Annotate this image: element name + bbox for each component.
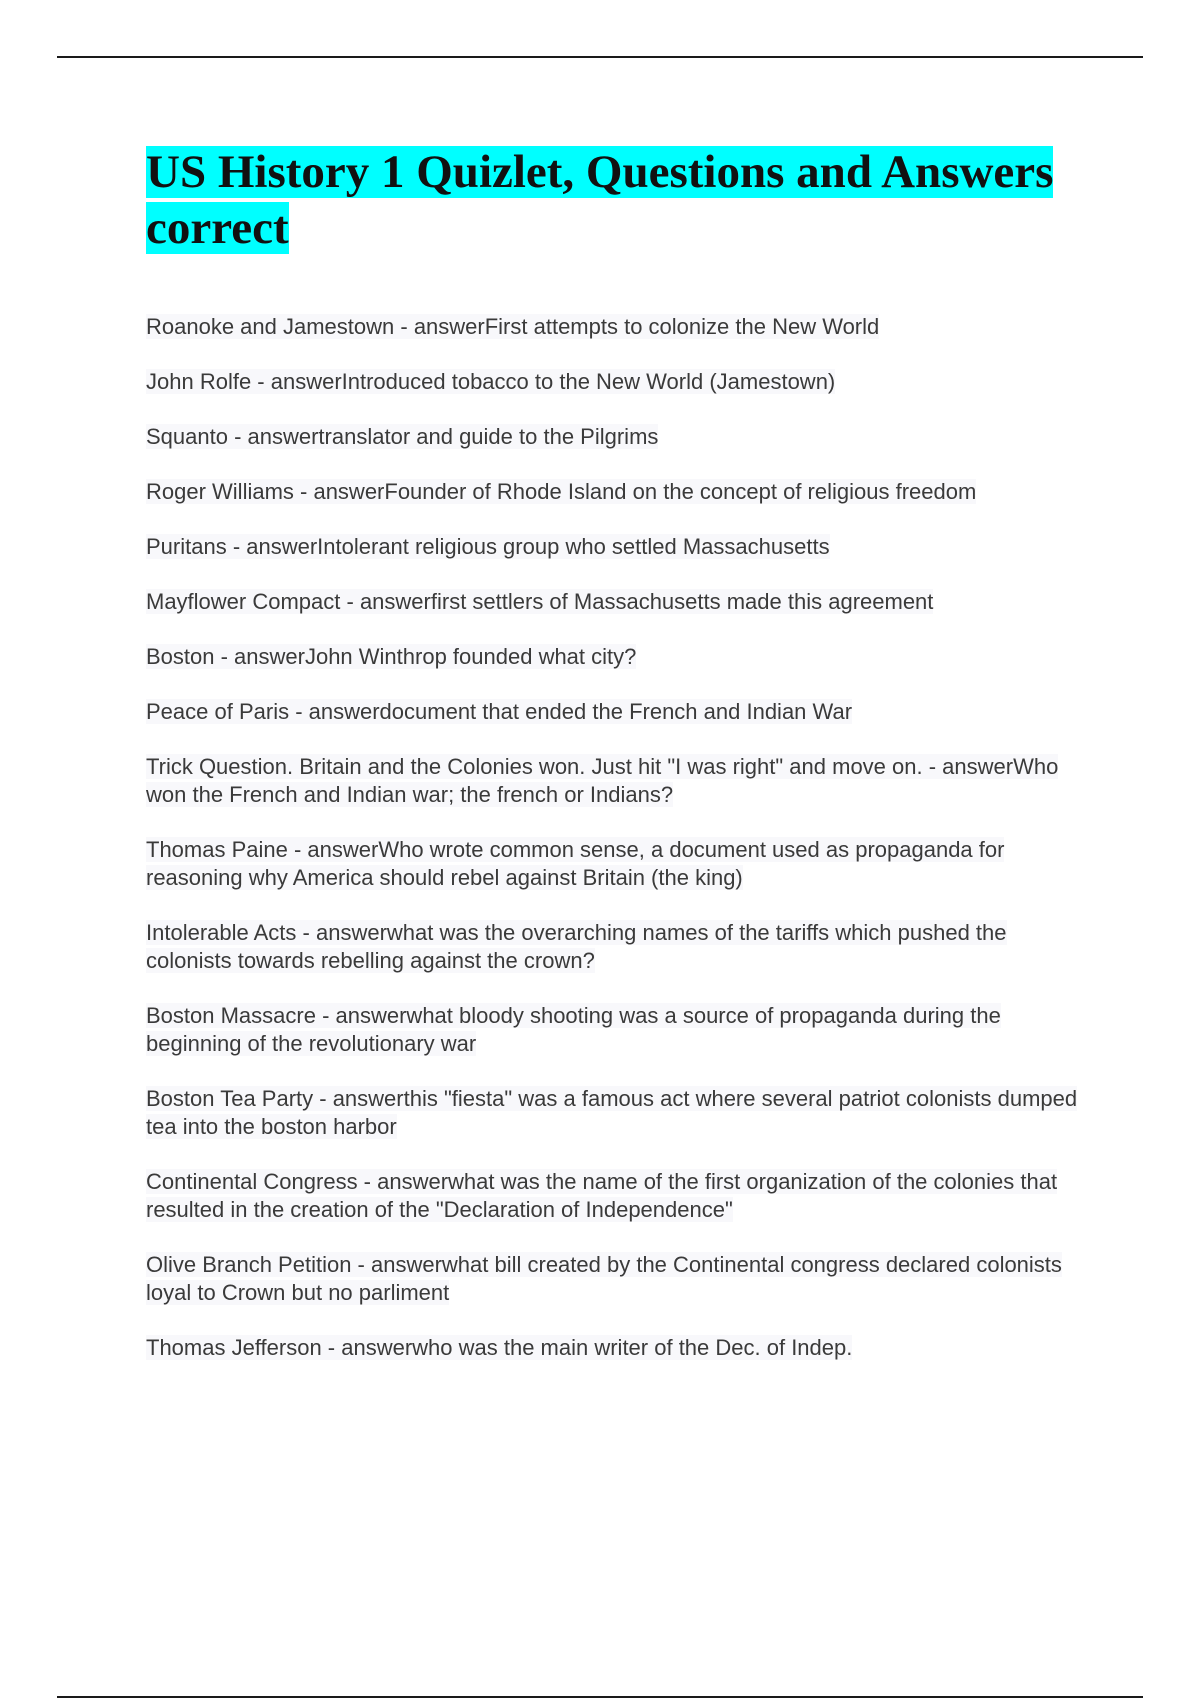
qa-item-text: Thomas Paine - answerWho wrote common sense, a document used as propaganda for reasoning why America should rebel against Britain (the king) [146, 837, 1005, 890]
qa-item [146, 1002, 1096, 1058]
qa-item [146, 1085, 1096, 1141]
qa-item-text: Boston - answerJohn Winthrop founded what city? [146, 644, 637, 669]
qa-item [146, 478, 1096, 506]
qa-item-text: Boston Tea Party - answerthis "fiesta" was a famous act where several patriot colonists dumped tea into the boston harbor [146, 1086, 1078, 1139]
qa-item-text: John Rolfe - answerIntroduced tobacco to the New World (Jamestown) [146, 369, 836, 394]
qa-item [146, 836, 1096, 892]
qa-item-text: Intolerable Acts - answerwhat was the overarching names of the tariffs which pushed the colonists towards rebelling against the crown? [146, 920, 1007, 973]
qa-item-text: Thomas Jefferson - answerwho was the main writer of the Dec. of Indep. [146, 1335, 853, 1360]
qa-item [146, 588, 1096, 616]
qa-item-text: Mayflower Compact - answerfirst settlers of Massachusetts made this agreement [146, 589, 934, 614]
top-rule [57, 56, 1143, 58]
qa-item-text: Boston Massacre - answerwhat bloody shooting was a source of propaganda during the beginning of the revolutionary war [146, 1003, 1001, 1056]
qa-item [146, 1168, 1096, 1224]
document-title-text: US History 1 Quizlet, Questions and Answers correct [146, 146, 1054, 254]
qa-item-text: Trick Question. Britain and the Colonies won. Just hit "I was right" and move on. - answerWho won the French and Indian war; the french or Indians? [146, 754, 1059, 807]
qa-item-text: Squanto - answertranslator and guide to the Pilgrims [146, 424, 659, 449]
qa-item [146, 533, 1096, 561]
qa-item [146, 753, 1096, 809]
qa-item-text: Peace of Paris - answerdocument that ended the French and Indian War [146, 699, 853, 724]
qa-item [146, 1334, 1096, 1362]
qa-list [146, 313, 1096, 1362]
qa-item [146, 313, 1096, 341]
qa-item [146, 1251, 1096, 1307]
qa-item [146, 643, 1096, 671]
qa-item-text: Puritans - answerIntolerant religious group who settled Massachusetts [146, 534, 830, 559]
bottom-rule [57, 1696, 1143, 1698]
qa-item [146, 698, 1096, 726]
qa-item-text: Continental Congress - answerwhat was the name of the first organization of the colonies that resulted in the creation of the "Declaration of Independence" [146, 1169, 1058, 1222]
qa-item-text: Roanoke and Jamestown - answerFirst attempts to colonize the New World [146, 314, 880, 339]
qa-item [146, 368, 1096, 396]
document-body [146, 144, 1096, 1389]
document-title [146, 144, 1096, 256]
qa-item-text: Roger Williams - answerFounder of Rhode Island on the concept of religious freedom [146, 479, 977, 504]
qa-item [146, 423, 1096, 451]
qa-item [146, 919, 1096, 975]
qa-item-text: Olive Branch Petition - answerwhat bill created by the Continental congress declared colonists loyal to Crown but no parliment [146, 1252, 1062, 1305]
